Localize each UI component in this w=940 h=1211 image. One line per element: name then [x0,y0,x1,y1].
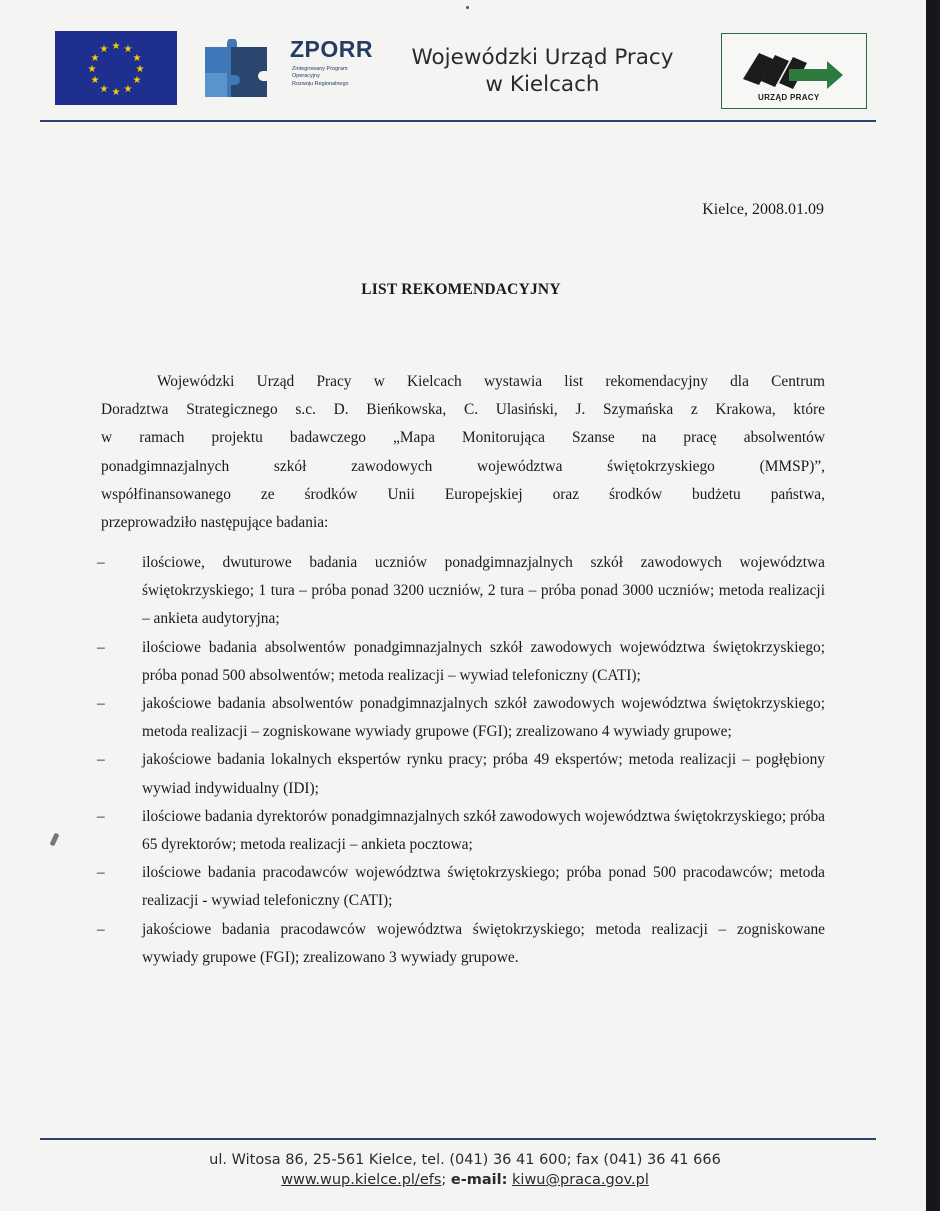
svg-text:★: ★ [99,44,109,55]
bullet-dash: – [97,807,105,825]
list-item-text: jakościowe badania lokalnych ekspertów rynku pracy; próba 49 ekspertów; metoda realizacji – pogłębiony wywiad indywidualny (IDI); [142,751,825,797]
letter-date: Kielce, 2008.01.09 [702,201,824,218]
organization-name-line: Wojewódzki Urząd Pracy [411,45,674,70]
list-item-text: ilościowe badania dyrektorów ponadgimnazjalnych szkół zawodowych województwa świętokrzyskiego; próba 65 dyrektorów; metoda realizacji – ankieta pocztowa; [142,807,825,854]
zporr-puzzle-icon [201,39,273,101]
footer-links [100,1170,830,1190]
zporr-subtitle-line: Operacyjny [292,73,320,80]
list-item-text: ilościowe, dwuturowe badania uczniów ponadgimnazjalnych szkół zawodowych województwa świętokrzyskiego; 1 tura – próba ponad 3200 uczniów, 2 tura – próba ponad 3000 uczniów; metoda realizacji – ankieta audytoryjna; [142,554,825,628]
zporr-subtitle-line: Zintegrowany Program [292,66,348,72]
footer-contact [100,1150,830,1190]
svg-text:★: ★ [135,64,145,75]
zporr-subtitle-line: Rozwoju Regionalnego [292,80,349,87]
intro-line: Doradztwa Strategicznego s.c. D. Bieńkowska, C. Ulasiński, J. Szymańska z Krakowa, które [101,401,825,419]
list-item [97,634,825,690]
list-item-text: jakościowe badania absolwentów ponadgimnazjalnych szkół zawodowych województwa świętokrzyskiego; metoda realizacji – zogniskowane wywiady grupowe (FGI); zrealizowano 4 wywiady grupowe; [142,695,825,741]
list-item-text: jakościowe badania pracodawców województwa świętokrzyskiego; metoda realizacji – zogniskowane wywiady grupowe (FGI); zrealizowano 3 wywiady grupowe. [142,920,825,966]
scan-edge [926,0,940,1211]
header-divider [40,120,876,122]
list-item [97,549,825,634]
website-link[interactable]: www.wup.kielce.pl/efs [281,1172,442,1188]
svg-text:★: ★ [99,84,109,95]
svg-text:★: ★ [111,87,121,98]
bullet-dash: – [97,751,105,769]
bullet-dash: – [97,554,105,571]
list-item [97,859,825,915]
footer-separator: ; [441,1172,447,1188]
svg-text:★: ★ [132,75,142,86]
scan-speck [466,6,469,9]
svg-text:★: ★ [123,84,133,95]
list-item [97,916,825,972]
urzad-pracy-logo [721,33,867,109]
organization-name [390,44,695,98]
bullet-dash: – [97,695,105,713]
svg-text:★: ★ [90,53,100,64]
pencil-mark [49,833,59,847]
bullet-dash: – [97,638,105,656]
list-item [97,803,825,859]
bullet-dash: – [97,864,105,882]
letter-title: LIST REKOMENDACYJNY [361,281,561,298]
intro-line: w ramach projektu badawczego „Mapa Monitorująca Szanse na pracę absolwentów [101,429,825,447]
list-item [97,690,825,746]
eu-stars-icon [55,31,177,105]
intro-line: Wojewódzki Urząd Pracy w Kielcach wystawia list rekomendacyjny dla Centrum [157,373,825,390]
intro-line: ponadgimnazjalnych szkół zawodowych województwa świętokrzyskiego (MMSP)”, [101,457,825,475]
list-item-text: ilościowe badania pracodawców województwa świętokrzyskiego; próba ponad 500 pracodawców; metoda realizacji - wywiad telefoniczny (CATI); [142,864,825,910]
urzad-pracy-label: URZĄD PRACY [758,93,820,102]
svg-text:★: ★ [87,64,97,75]
intro-line: przeprowadziło następujące badania: [101,514,329,532]
email-link[interactable]: kiwu@praca.gov.pl [512,1172,649,1188]
list-item [97,746,825,802]
footer-divider [40,1138,876,1140]
intro-line: współfinansowanego ze środków Unii Europejskiej oraz środków budżetu państwa, [101,485,825,503]
zporr-name: ZPORR [290,36,373,62]
research-list [97,549,825,972]
email-label: e-mail: [450,1172,508,1188]
svg-text:★: ★ [111,41,121,52]
bullet-dash: – [97,920,105,938]
svg-text:★: ★ [132,53,142,64]
footer-address: ul. Witosa 86, 25-561 Kielce, tel. (041) 36 41 600; fax (041) 36 41 666 [209,1152,721,1168]
list-item-text: ilościowe badania absolwentów ponadgimnazjalnych szkół zawodowych województwa świętokrzyskiego; próba ponad 500 absolwentów; metoda realizacji – wywiad telefoniczny (CATI); [142,638,825,684]
letter-intro [101,368,825,537]
eu-flag-logo [55,31,177,105]
zporr-subtitle [292,66,387,88]
svg-text:★: ★ [123,44,133,55]
svg-text:★: ★ [90,75,100,86]
organization-name-line: w Kielcach [485,72,600,97]
